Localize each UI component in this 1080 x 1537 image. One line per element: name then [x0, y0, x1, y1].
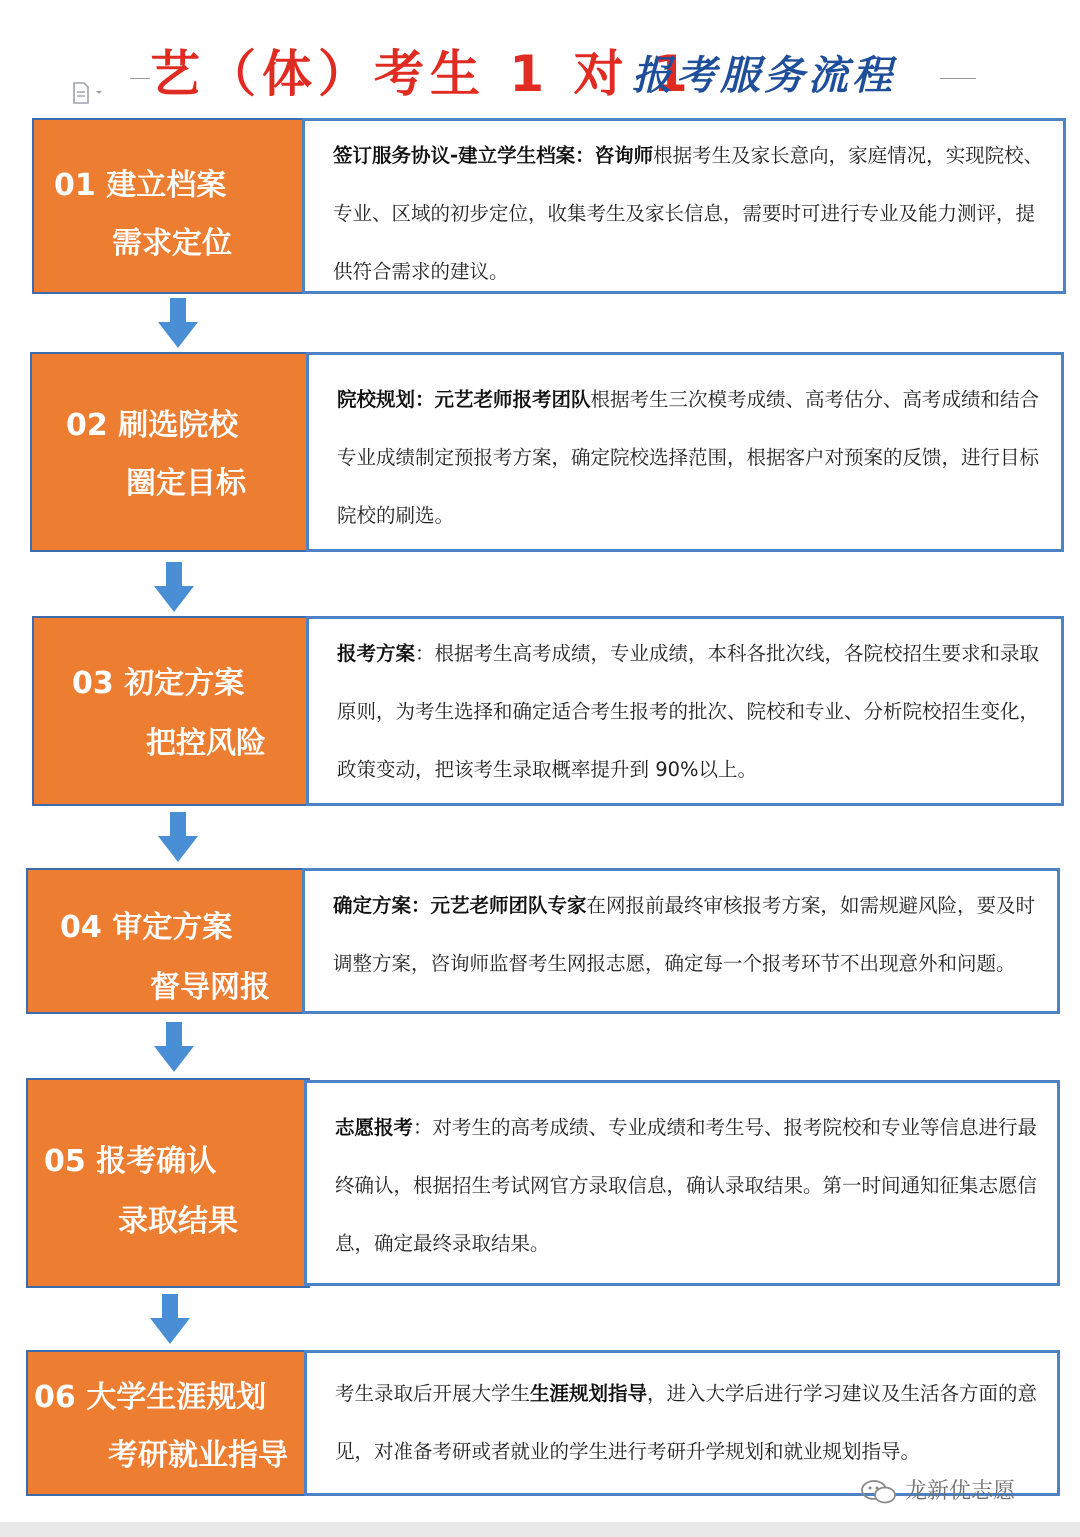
down-arrow-icon — [156, 812, 200, 862]
step-03-text: ：根据考生高考成绩，专业成绩，本科各批次线，各院校招生要求和录取原则，为考生选择和确定适合考生报考的批次、院校和专业、分析院校招生变化，政策变动，把该考生录取概率提升到 90%以上。 — [337, 642, 1040, 781]
down-arrow-icon — [156, 298, 200, 348]
step-03-lead: 报考方案 — [337, 642, 416, 665]
wechat-icon — [860, 1479, 905, 1504]
step-01-lead: 签订服务协议-建立学生档案：咨询师 — [333, 144, 654, 167]
step-02-subtitle: 圈定目标 — [126, 466, 246, 501]
down-arrow-icon — [152, 1022, 196, 1072]
step-04-title: 04 审定方案 — [60, 910, 233, 945]
step-04-subtitle: 督导网报 — [150, 970, 270, 1005]
title-rule-right — [940, 78, 976, 79]
step-04-lead: 确定方案：元艺老师团队专家 — [333, 894, 587, 917]
step-01-description — [302, 118, 1066, 294]
step-03-title: 03 初定方案 — [72, 666, 245, 701]
step-01-text: 根据考生及家长意向，家庭情况，实现院校、专业、区域的初步定位，收集考生及家长信息，需要时可进行专业及能力测评，提供符合需求的建议。 — [333, 144, 1044, 283]
step-06-lead: 生涯规划指导 — [530, 1382, 648, 1405]
step-02-label — [30, 352, 308, 552]
title-rule-left — [130, 78, 150, 79]
step-01-label — [32, 118, 306, 294]
step-02-text: 根据考生三次模考成绩、高考估分、高考成绩和结合专业成绩制定预报考方案，确定院校选择范围，根据客户对预案的反馈，进行目标院校的刷选。 — [337, 388, 1040, 527]
document-icon[interactable] — [72, 82, 112, 104]
step-05-text: ：对考生的高考成绩、专业成绩和考生号、报考院校和专业等信息进行最终确认，根据招生考试网官方录取信息，确认录取结果。第一时间通知征集志愿信息，确定最终录取结果。 — [335, 1116, 1038, 1255]
step-03-subtitle: 把控风险 — [146, 726, 266, 761]
step-03-description — [306, 616, 1064, 806]
step-01-subtitle: 需求定位 — [112, 226, 232, 261]
step-02-lead: 院校规划：元艺老师报考团队 — [337, 388, 591, 411]
down-arrow-icon — [148, 1294, 192, 1344]
step-02-title: 02 刷选院校 — [66, 408, 239, 443]
step-05-subtitle: 录取结果 — [118, 1204, 238, 1239]
watermark-text: 龙新优志愿 — [905, 1479, 1016, 1504]
step-06-title: 06 大学生涯规划 — [34, 1380, 267, 1415]
step-05-lead: 志愿报考 — [335, 1116, 414, 1139]
step-01-title: 01 建立档案 — [54, 168, 227, 203]
step-06-label — [26, 1350, 310, 1496]
step-06-subtitle: 考研就业指导 — [108, 1438, 288, 1473]
down-arrow-icon — [152, 562, 196, 612]
step-04-text: 在网报前最终审核报考方案，如需规避风险，要及时调整方案，咨询师监督考生网报志愿，确定每一个报考环节不出现意外和问题。 — [333, 894, 1036, 975]
step-05-label — [26, 1078, 310, 1288]
step-03-label — [32, 616, 308, 806]
step-04-description — [302, 868, 1060, 1014]
footer-bar — [0, 1522, 1080, 1537]
step-05-description — [304, 1080, 1060, 1286]
step-06-text: ，进入大学后进行学习建议及生活各方面的意见，对准备考研或者就业的学生进行考研升学规划和就业规划指导。 — [335, 1382, 1038, 1463]
step-05-title: 05 报考确认 — [44, 1144, 217, 1179]
step-06-intro: 考生录取后开展大学生 — [335, 1382, 531, 1405]
step-04-label — [26, 868, 308, 1014]
step-02-description — [306, 352, 1064, 552]
page-subtitle: 报考服务流程 — [632, 52, 896, 99]
watermark — [860, 1474, 1015, 1505]
page-title: 艺（体）考生 1 对 1 — [150, 45, 694, 103]
